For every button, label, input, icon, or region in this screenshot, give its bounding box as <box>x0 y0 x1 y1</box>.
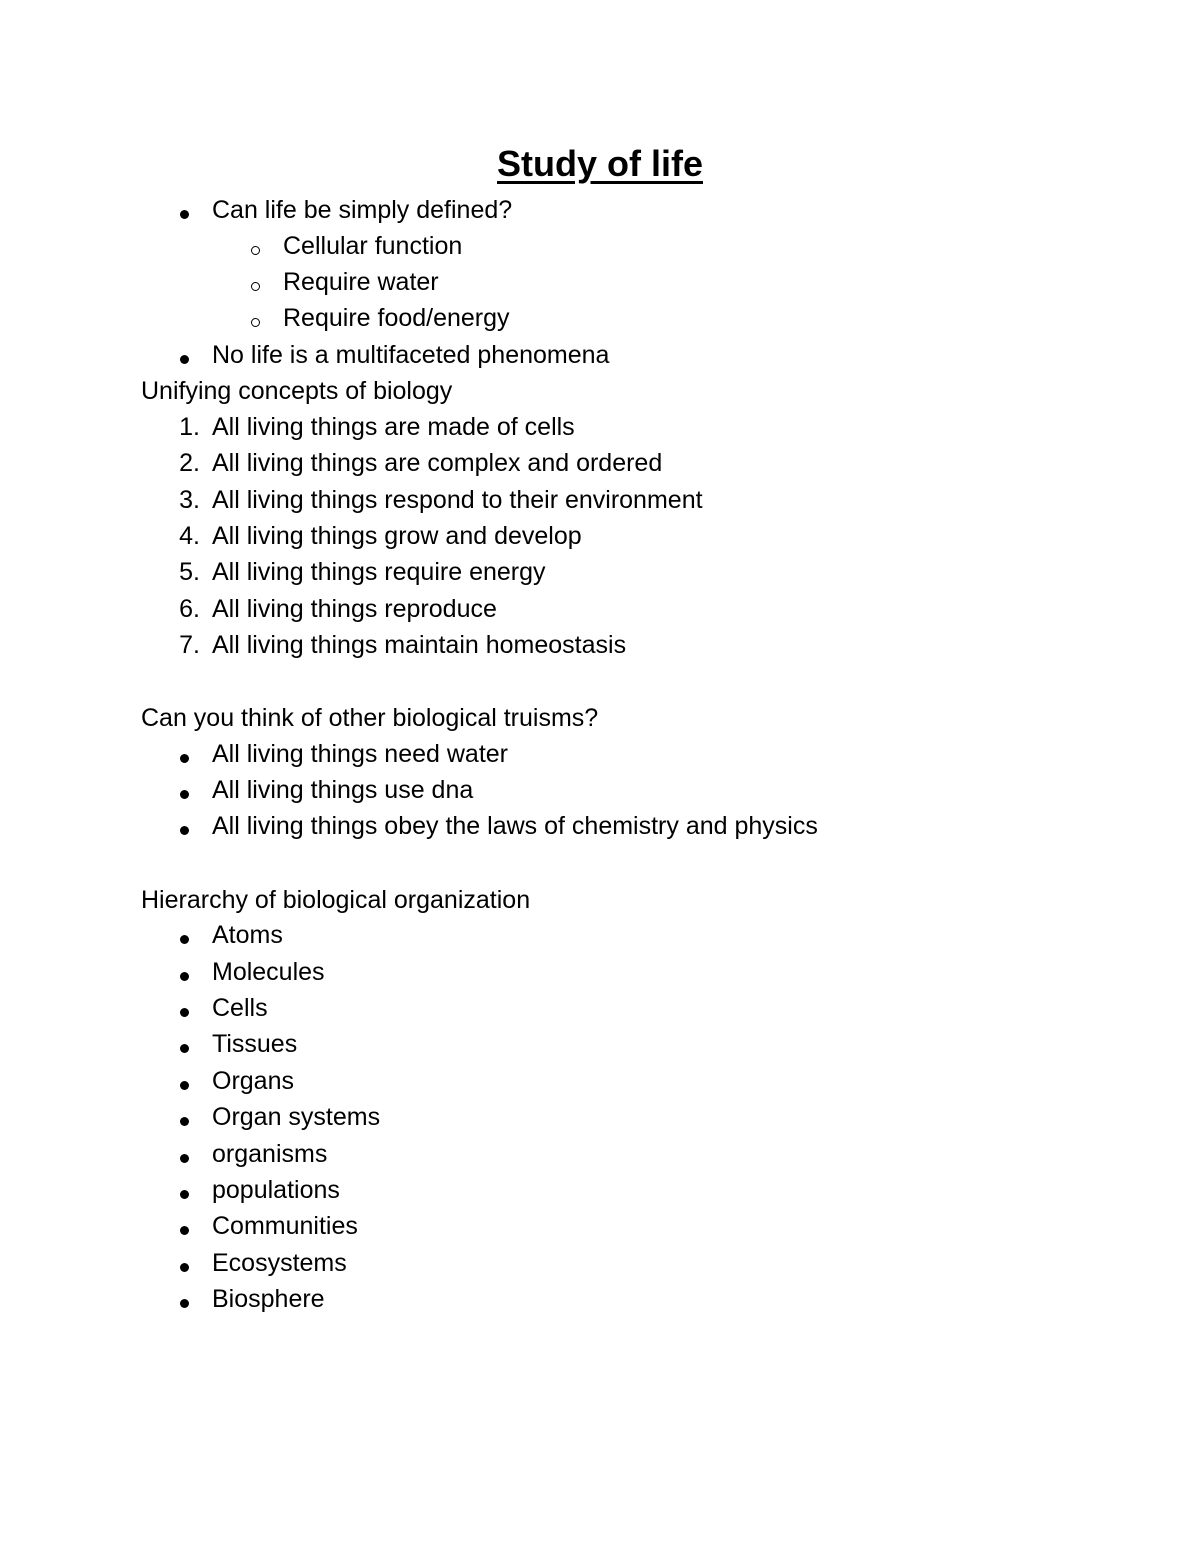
list-item: All living things grow and develop <box>212 522 582 550</box>
list-number: 5. <box>179 558 200 586</box>
bullet-dot-icon <box>180 1263 189 1272</box>
bullet-dot-icon <box>180 1154 189 1163</box>
list-item: All living things obey the laws of chemistry and physics <box>212 812 818 840</box>
bullet-dot-icon <box>180 1081 189 1090</box>
sub-list-item: Require food/energy <box>283 304 510 332</box>
list-item: All living things use dna <box>212 776 474 804</box>
list-number: 3. <box>179 486 200 514</box>
bullet-dot-icon <box>180 1117 189 1126</box>
list-item: All living things are made of cells <box>212 413 575 441</box>
bullet-dot-icon <box>180 790 189 799</box>
list-item: Can life be simply defined? <box>212 196 513 224</box>
bullet-dot-icon <box>180 1226 189 1235</box>
list-item: Ecosystems <box>212 1249 347 1277</box>
list-item: Communities <box>212 1212 358 1240</box>
list-item: Atoms <box>212 921 283 949</box>
bullet-dot-icon <box>180 355 189 364</box>
list-item: All living things respond to their environment <box>212 486 703 514</box>
sub-list-item: Cellular function <box>283 232 463 260</box>
list-number: 7. <box>179 631 200 659</box>
list-item: No life is a multifaceted phenomena <box>212 341 610 369</box>
list-item: All living things reproduce <box>212 595 497 623</box>
section-heading: Can you think of other biological truisms? <box>141 704 599 732</box>
page-title: Study of life <box>497 143 703 184</box>
list-item: populations <box>212 1176 340 1204</box>
list-item: All living things maintain homeostasis <box>212 631 627 659</box>
list-number: 1. <box>179 413 200 441</box>
bullet-ring-icon <box>251 282 260 291</box>
bullet-dot-icon <box>180 1008 189 1017</box>
list-item: All living things need water <box>212 740 508 768</box>
list-item: Cells <box>212 994 268 1022</box>
list-item: Biosphere <box>212 1285 325 1313</box>
list-number: 6. <box>179 595 200 623</box>
list-number: 4. <box>179 522 200 550</box>
list-item: Tissues <box>212 1030 298 1058</box>
bullet-dot-icon <box>180 1190 189 1199</box>
list-item: organisms <box>212 1140 328 1168</box>
bullet-ring-icon <box>251 318 260 327</box>
list-item: Organs <box>212 1067 294 1095</box>
list-item: All living things require energy <box>212 558 546 586</box>
section-heading: Unifying concepts of biology <box>141 377 453 405</box>
bullet-dot-icon <box>180 210 189 219</box>
list-number: 2. <box>179 449 200 477</box>
list-item: All living things are complex and ordered <box>212 449 663 477</box>
bullet-dot-icon <box>180 1299 189 1308</box>
bullet-dot-icon <box>180 826 189 835</box>
bullet-dot-icon <box>180 1044 189 1053</box>
section-heading: Hierarchy of biological organization <box>141 886 531 914</box>
bullet-dot-icon <box>180 972 189 981</box>
list-item: Organ systems <box>212 1103 381 1131</box>
bullet-dot-icon <box>180 935 189 944</box>
bullet-ring-icon <box>251 246 260 255</box>
list-item: Molecules <box>212 958 325 986</box>
sub-list-item: Require water <box>283 268 439 296</box>
bullet-dot-icon <box>180 754 189 763</box>
